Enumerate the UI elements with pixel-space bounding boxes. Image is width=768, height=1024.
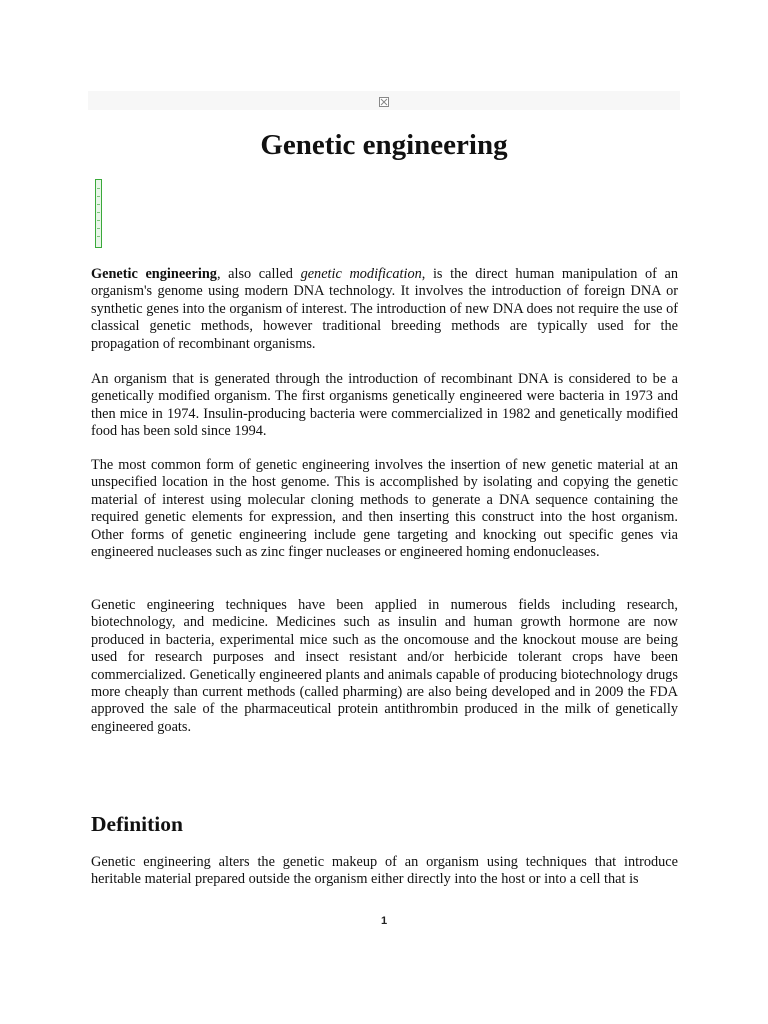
term-italic: genetic modification	[300, 266, 422, 282]
broken-image-icon	[379, 97, 389, 107]
page-title: Genetic engineering	[260, 129, 508, 161]
paragraph-gmo: An organism that is generated through the introduction of recombinant DNA is considered to be a genetically modified organism. The first organisms genetically engineered were bacteria in 1973 and then mice in 1974. Insulin-producing bacteria were commercialized in 1982 and genetically modified food has been sold since 1994.	[91, 371, 678, 440]
intro-paragraph	[91, 266, 678, 353]
paragraph-applications: Genetic engineering techniques have been applied in numerous fields including research, biotechnology, and medicine. Medicines such as insulin and human growth hormone are now produced in bacteria, experimental mice such as the oncomouse and the knockout mouse are being used for research purposes and insect resistant and/or herbicide tolerant crops have been commercialized. Genetically engineered plants and animals capable of producing biotechnology drugs more cheaply than current methods (called pharming) are also being developed and in 2009 the FDA approved the sale of the pharmaceutical protein antithrombin produced in the milk of genetically engineered goats.	[91, 597, 678, 735]
side-figure-image	[95, 179, 102, 248]
page-number: 1	[380, 915, 388, 927]
intro-text-a: , also called	[216, 266, 301, 282]
section-heading-definition: Definition	[91, 812, 183, 836]
intro-text-b: , is the direct human manipulation of an organism's genome using modern DNA technology. It involves the introduction of foreign DNA or synthetic genes into the organism of interest. The introduction of new DNA does not require the use of classical genetic methods, however traditional breeding methods are typically used for the propagation of recombinant organisms.	[91, 266, 678, 352]
term-bold: Genetic engineering	[91, 266, 217, 282]
paragraph-methods: The most common form of genetic engineering involves the insertion of new genetic material at an unspecified location in the host genome. This is accomplished by isolating and copying the genetic material of interest using molecular cloning methods to generate a DNA sequence containing the required genetic elements for expression, and then inserting this construct into the host organism. Other forms of genetic engineering include gene targeting and knocking out specific genes via engineered nucleases such as zinc finger nucleases or engineered homing endonucleases.	[91, 457, 678, 561]
paragraph-definition: Genetic engineering alters the genetic makeup of an organism using techniques that introduce heritable material prepared outside the organism either directly into the host or into a cell that is	[91, 854, 678, 888]
